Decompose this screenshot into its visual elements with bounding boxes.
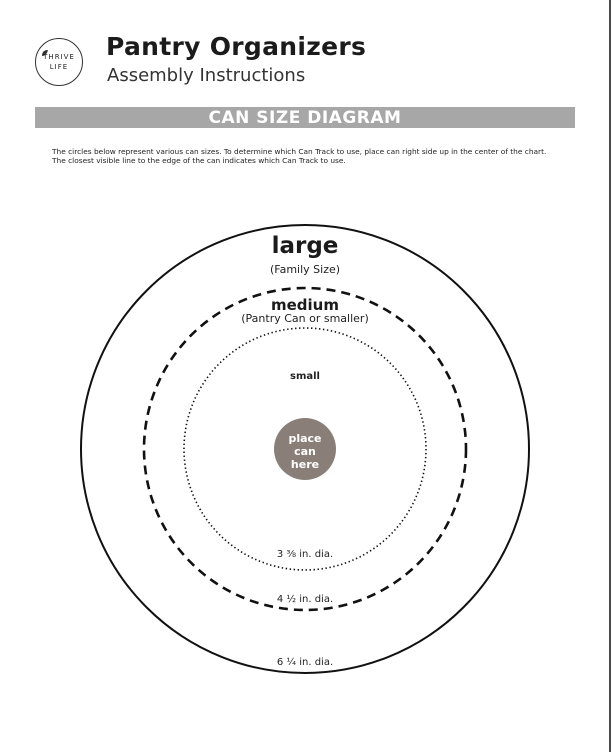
page-title: Pantry Organizers — [106, 32, 367, 61]
medium-diameter-label: 4 ½ in. dia. — [276, 594, 334, 605]
description-text: The circles below represent various can sizes. To determine which Can Track to use, place can right side up in the center of the chart. The closest visible line to the edge of the can indicates which Can Track to use. — [52, 147, 547, 165]
medium-sublabel: (Pantry Can or smaller) — [241, 312, 369, 325]
logo-line-2: LIFE — [49, 63, 69, 71]
medium-label: medium — [271, 296, 339, 314]
banner-title: CAN SIZE DIAGRAM — [208, 108, 402, 128]
large-sublabel: (Family Size) — [269, 263, 341, 276]
large-label: large — [271, 233, 339, 259]
center-line-3: here — [290, 458, 320, 471]
center-line-2: can — [294, 445, 316, 458]
center-line-1: place — [288, 432, 322, 445]
logo-line-1: THRIVE — [43, 53, 75, 61]
center-label — [274, 432, 336, 471]
small-label: small — [290, 371, 320, 382]
large-diameter-label: 6 ¼ in. dia. — [276, 657, 334, 668]
small-diameter-label: 3 ⅜ in. dia. — [276, 549, 334, 560]
page-subtitle: Assembly Instructions — [107, 65, 306, 86]
